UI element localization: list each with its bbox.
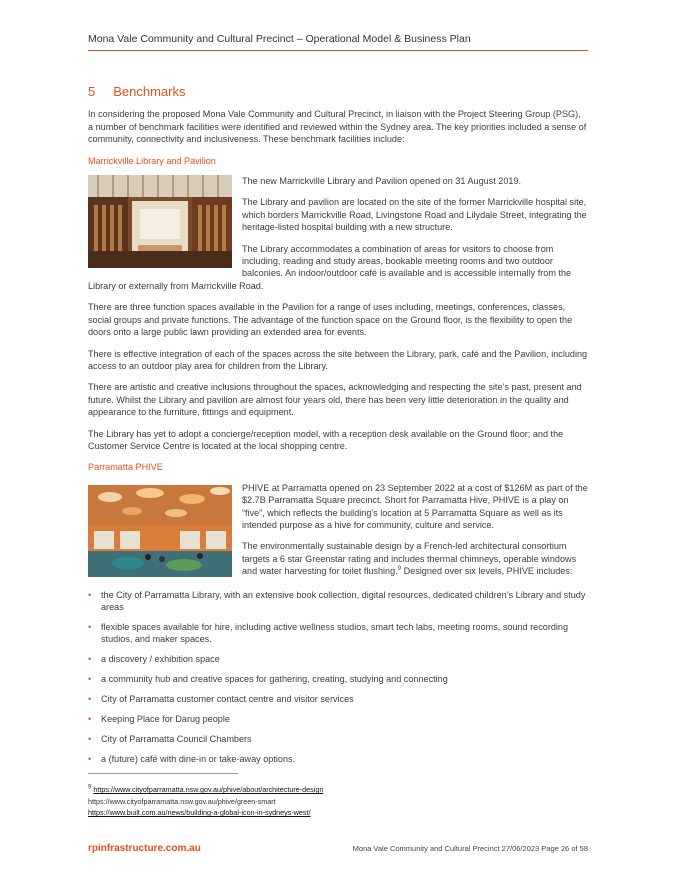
footer-page-info: Mona Vale Community and Cultural Precinct 27/06/2023 Page 26 of 58 [352, 844, 588, 853]
footnote-rule [88, 773, 238, 774]
marrickville-paragraph-2: The Library and pavilion are located on the site of the former Marrickville hospital site, which borders Marrickville Road, Livingstone Road and Lilydale Street, integrating the heritage-listed hospital building with a new structure. [242, 197, 587, 233]
marrickville-paragraph-1: The new Marrickville Library and Pavilion opened on 31 August 2019. [242, 176, 522, 187]
intro-paragraph: In considering the proposed Mona Vale Community and Cultural Precinct, in liaison with the Project Steering Group (PSG), a number of benchmark facilities were identified and reviewed within the Sydney area. The key priorities included a sense of community, connectivity and inclusiveness. These benchmark facilities include: [88, 109, 587, 145]
page-footer [88, 843, 588, 854]
footnote-link-3[interactable]: https://www.built.com.au/news/building-a-global-icon-in-sydneys-west/ [88, 808, 311, 818]
list-item: • a discovery / exhibition space [88, 654, 220, 665]
section-number: 5 [88, 84, 96, 99]
bullet-icon: • [88, 733, 92, 744]
footnote-2: https://www.cityofparramatta.nsw.gov.au/phive/green-smart [88, 796, 276, 806]
marrickville-library-image [88, 175, 232, 268]
bullet-icon: • [88, 753, 92, 764]
marrickville-paragraph-6: There are artistic and creative inclusions throughout the spaces, acknowledging and respecting the site’s past, present and future. Whilst the Library and pavilion are almost four years old, there has been very little deterioration in the quality and appearance to the furniture, fittings and equipment. [88, 382, 582, 418]
list-item: • a community hub and creative spaces for gathering, creating, studying and connecting [88, 674, 448, 685]
phive-features-list [88, 589, 588, 766]
bullet-icon: • [88, 621, 92, 632]
bullet-icon: • [88, 589, 92, 600]
page-content [88, 86, 588, 819]
list-item: • City of Parramatta Council Chambers [88, 733, 252, 744]
page-header [88, 33, 588, 51]
footnote-1 [88, 784, 588, 796]
header-title: Mona Vale Community and Cultural Precinct – Operational Model & Business Plan [88, 33, 471, 45]
list-item: • the City of Parramatta Library, with an extensive book collection, digital resources, dedicated children’s Library and study areas [88, 589, 586, 612]
footnotes [88, 784, 588, 819]
list-item: • Keeping Place for Darug people [88, 713, 230, 724]
parramatta-p2-after: Designed over six levels, PHIVE includes: [401, 566, 573, 577]
marrickville-paragraph-5: There is effective integration of each of the spaces across the site between the Library, park, café and the Pavilion, including access to an outdoor play area for children from the Library. [88, 348, 588, 371]
footnote-ref[interactable]: 9 [397, 566, 402, 573]
bullet-icon: • [88, 674, 92, 685]
parramatta-paragraph-1: PHIVE at Parramatta opened on 23 September 2022 at a cost of $126M as part of the $2.7B Parramatta Square precinct. Short for Parramatta Hive, PHIVE is a play on “five”, which reflects the building's location at 5 Parramatta Square as well as its intended purpose as a hive for community, culture and service. [242, 482, 588, 530]
marrickville-paragraph-3: The Library accommodates a combination of areas for visitors to choose from including, reading and study areas, bookable meeting rooms and two outdoor balconies. An indoor/outdoor café is available and is accessible internally from the Library or externally from Marrickville Road. [88, 243, 572, 291]
section-heading [88, 86, 588, 98]
section-title: Benchmarks [113, 84, 186, 99]
bullet-icon: • [88, 654, 92, 665]
phive-library-image [88, 485, 232, 577]
footer-brand[interactable]: rpinfrastructure.com.au [88, 843, 201, 854]
bullet-icon: • [88, 694, 92, 705]
parramatta-heading: Parramatta PHIVE [88, 462, 163, 473]
footnote-link-1[interactable]: https://www.cityofparramatta.nsw.gov.au/phive/about/architecture-design [93, 785, 324, 795]
marrickville-paragraph-4: There are three function spaces available in the Pavilion for a range of uses including, meetings, conferences, classes, social groups and private functions. The advantage of the function space on the Ground floor, is the flexibility to open the doors onto a large public lawn providing an extended area for events. [88, 302, 573, 338]
marrickville-paragraph-7: The Library has yet to adopt a concierge/reception model, with a reception desk available on the Ground floor; and the Customer Service Centre is located at the local shopping centre. [88, 428, 564, 451]
list-item: • flexible spaces available for hire, including active wellness studios, smart tech labs, meeting rooms, sound recording studios, and maker spaces. [88, 621, 569, 645]
header-rule [88, 50, 588, 51]
parramatta-p2-before: The environmentally sustainable design by a French-led architectural consortium targets a 6 star Greenstar rating and includes thermal chimneys, operable windows and water harvesting for toilet flushing. [242, 541, 577, 577]
list-item: • City of Parramatta customer contact centre and visitor services [88, 694, 354, 705]
marrickville-heading: Marrickville Library and Pavilion [88, 155, 216, 166]
footnote-number: 9 [88, 784, 92, 791]
bullet-icon: • [88, 713, 92, 724]
list-item: • a (future) café with dine-in or take-away options. [88, 753, 296, 764]
